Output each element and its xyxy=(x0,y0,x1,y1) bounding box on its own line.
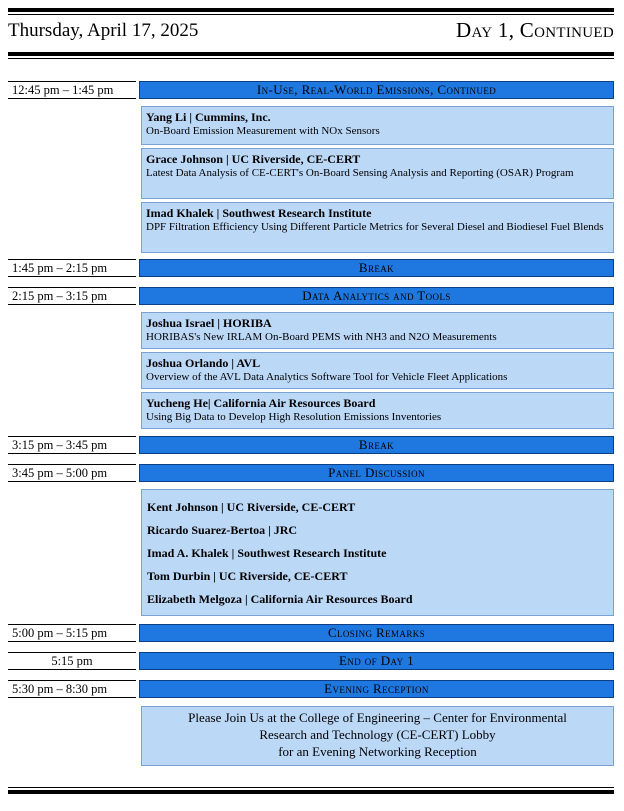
panelist: Imad A. Khalek | Southwest Research Institute xyxy=(147,546,387,560)
session-time: 5:30 pm – 8:30 pm xyxy=(8,680,136,698)
session-time: 3:45 pm – 5:00 pm xyxy=(8,464,136,482)
session-time: 5:15 pm xyxy=(8,652,136,670)
panelist: Kent Johnson | UC Riverside, CE-CERT xyxy=(147,500,356,514)
talk-card xyxy=(141,312,614,349)
break-time: 1:45 pm – 2:15 pm xyxy=(8,259,136,277)
talk-card xyxy=(141,352,614,389)
talk-card xyxy=(141,202,614,253)
top-rule-thin xyxy=(8,14,614,15)
talk-title: HORIBAS's New IRLAM On-Board PEMS with NH3 and N2O Measurements xyxy=(146,331,497,343)
reception-line: for an Evening Networking Reception xyxy=(278,744,477,759)
talk-speaker: Grace Johnson | UC Riverside, CE-CERT xyxy=(146,152,361,166)
session-title-bar: In-Use, Real-World Emissions, Continued xyxy=(139,81,614,99)
break-bar: Break xyxy=(139,259,614,277)
talk-card xyxy=(141,106,614,145)
talk-title: Overview of the AVL Data Analytics Software Tool for Vehicle Fleet Applications xyxy=(146,371,508,383)
header-rule-thick xyxy=(8,52,614,56)
talk-speaker: Yang Li | Cummins, Inc. xyxy=(146,110,271,124)
talk-speaker: Yucheng He| California Air Resources Board xyxy=(146,396,376,410)
session-title-bar: Data Analytics and Tools xyxy=(139,287,614,305)
panelist: Ricardo Suarez-Bertoa | JRC xyxy=(147,523,298,537)
panelist: Elizabeth Melgoza | California Air Resources Board xyxy=(147,592,413,606)
reception-line: Research and Technology (CE-CERT) Lobby xyxy=(259,727,496,742)
session-title-bar: Panel Discussion xyxy=(139,464,614,482)
talk-speaker: Joshua Israel | HORIBA xyxy=(146,316,272,330)
panelist: Tom Durbin | UC Riverside, CE-CERT xyxy=(147,569,348,583)
reception-card xyxy=(141,706,614,766)
header-rule-thin xyxy=(8,58,614,59)
footer-rule-thin xyxy=(8,787,614,788)
session-time: 12:45 pm – 1:45 pm xyxy=(8,81,136,99)
talk-title: Latest Data Analysis of CE-CERT's On-Board Sensing Analysis and Reporting (OSAR) Program xyxy=(146,167,574,179)
talk-card xyxy=(141,392,614,429)
top-rule-thick xyxy=(8,8,614,12)
panelist-card xyxy=(141,489,614,616)
break-bar: Break xyxy=(139,436,614,454)
talk-title: DPF Filtration Efficiency Using Different Particle Metrics for Several Diesel and Biodiesel Fuel Blends xyxy=(146,221,604,233)
break-time: 3:15 pm – 3:45 pm xyxy=(8,436,136,454)
talk-title: On-Board Emission Measurement with NOx Sensors xyxy=(146,125,380,137)
session-title-bar: Evening Reception xyxy=(139,680,614,698)
header-day-title: Day 1, Continued xyxy=(456,18,614,42)
footer-rule-thick xyxy=(8,790,614,794)
session-time: 2:15 pm – 3:15 pm xyxy=(8,287,136,305)
session-title-bar: Closing Remarks xyxy=(139,624,614,642)
session-time: 5:00 pm – 5:15 pm xyxy=(8,624,136,642)
reception-line: Please Join Us at the College of Engineering – Center for Environmental xyxy=(188,710,567,725)
talk-title: Using Big Data to Develop High Resolution Emissions Inventories xyxy=(146,411,442,423)
talk-card xyxy=(141,148,614,199)
talk-speaker: Joshua Orlando | AVL xyxy=(146,356,261,370)
talk-speaker: Imad Khalek | Southwest Research Institute xyxy=(146,206,372,220)
header-date: Thursday, April 17, 2025 xyxy=(8,20,199,41)
session-title-bar: End of Day 1 xyxy=(139,652,614,670)
